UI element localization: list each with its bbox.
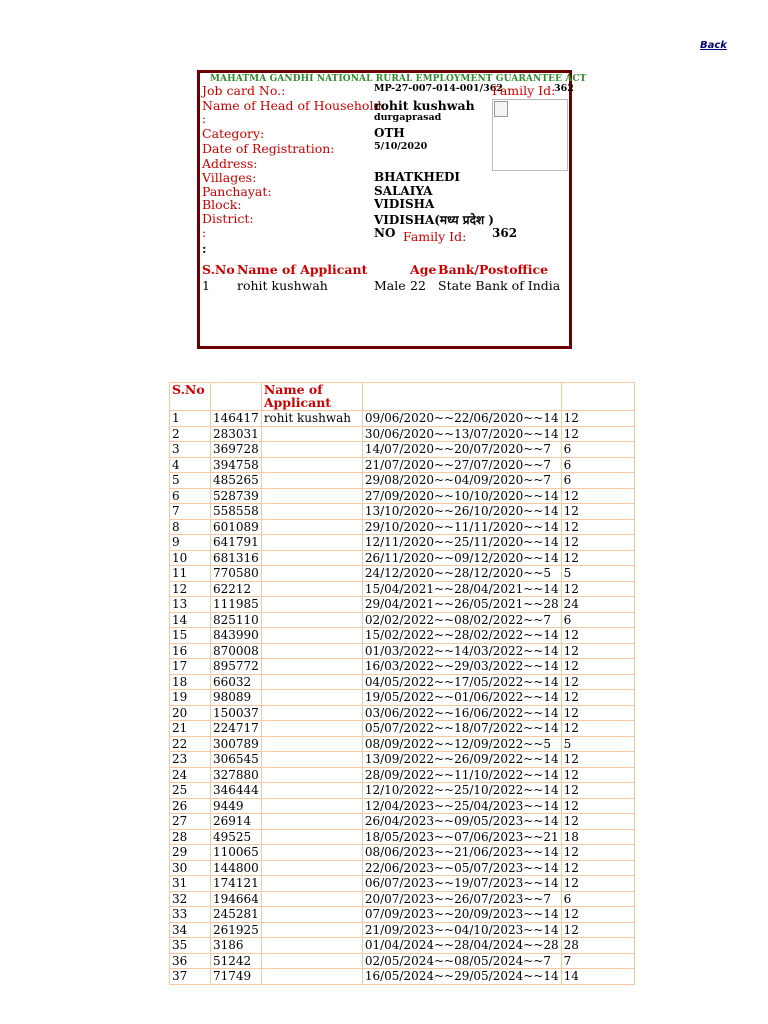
cell-sno: 12: [170, 581, 211, 597]
cell-days: 12: [561, 767, 634, 783]
villages-value: BHATKHEDI: [374, 170, 460, 184]
cell-sno: 3: [170, 442, 211, 458]
cell-id: 843990: [211, 628, 262, 644]
cell-period: 02/02/2022~~08/02/2022~~7: [362, 612, 561, 628]
cell-applicant-name: [261, 783, 362, 799]
table-row: [170, 442, 635, 458]
cell-applicant-name: [261, 798, 362, 814]
table-row: [170, 581, 635, 597]
family-id-label: Family Id:: [492, 83, 556, 98]
cell-period: 21/09/2023~~04/10/2023~~14: [362, 922, 561, 938]
category-label: Category:: [202, 126, 265, 141]
table-row: [170, 767, 635, 783]
broken-image-icon: [494, 101, 508, 117]
cell-sno: 26: [170, 798, 211, 814]
head-of-household-value: rohit kushwah: [374, 98, 475, 113]
cell-days: 12: [561, 550, 634, 566]
cell-sno: 36: [170, 953, 211, 969]
table-row: [170, 473, 635, 489]
cell-sno: 16: [170, 643, 211, 659]
cell-id: 49525: [211, 829, 262, 845]
table-row: [170, 922, 635, 938]
cell-id: 98089: [211, 690, 262, 706]
applicant-age-header: Age: [410, 262, 437, 277]
panchayat-label: Panchayat:: [202, 184, 272, 199]
family-id-value: 362: [554, 83, 574, 94]
table-row: [170, 736, 635, 752]
head-of-household-label: Name of Head of Household:: [202, 98, 386, 113]
table-row: [170, 411, 635, 427]
cell-days: 12: [561, 922, 634, 938]
cell-applicant-name: [261, 922, 362, 938]
cell-applicant-name: [261, 457, 362, 473]
cell-id: 71749: [211, 969, 262, 985]
table-row: [170, 612, 635, 628]
cell-days: 12: [561, 798, 634, 814]
cell-sno: 11: [170, 566, 211, 582]
cell-sno: 32: [170, 891, 211, 907]
cell-days: 12: [561, 659, 634, 675]
cell-id: 300789: [211, 736, 262, 752]
cell-sno: 8: [170, 519, 211, 535]
cell-period: 06/07/2023~~19/07/2023~~14: [362, 876, 561, 892]
cell-sno: 4: [170, 457, 211, 473]
cell-period: 30/06/2020~~13/07/2020~~14: [362, 426, 561, 442]
cell-sno: 27: [170, 814, 211, 830]
back-link[interactable]: Back: [700, 40, 727, 51]
cell-sno: 14: [170, 612, 211, 628]
cell-sno: 28: [170, 829, 211, 845]
cell-days: 14: [561, 969, 634, 985]
cell-applicant-name: [261, 519, 362, 535]
family-id-value-2: 362: [492, 226, 518, 240]
cell-days: 12: [561, 690, 634, 706]
cell-days: 12: [561, 860, 634, 876]
cell-period: 16/05/2024~~29/05/2024~~14: [362, 969, 561, 985]
cell-days: 7: [561, 953, 634, 969]
cell-period: 20/07/2023~~26/07/2023~~7: [362, 891, 561, 907]
cell-days: 6: [561, 442, 634, 458]
cell-id: 26914: [211, 814, 262, 830]
cell-id: 528739: [211, 488, 262, 504]
cell-sno: 5: [170, 473, 211, 489]
job-card: [197, 70, 587, 349]
table-header-row: [170, 383, 635, 411]
table-row: [170, 690, 635, 706]
cell-days: 12: [561, 814, 634, 830]
cell-sno: 13: [170, 597, 211, 613]
cell-days: 5: [561, 566, 634, 582]
cell-sno: 19: [170, 690, 211, 706]
applicant-name-header: Name of Applicant: [237, 262, 368, 277]
table-row: [170, 535, 635, 551]
cell-id: 895772: [211, 659, 262, 675]
cell-sno: 10: [170, 550, 211, 566]
cell-period: 21/07/2020~~27/07/2020~~7: [362, 457, 561, 473]
cell-id: 150037: [211, 705, 262, 721]
cell-days: 12: [561, 426, 634, 442]
cell-applicant-name: [261, 550, 362, 566]
cell-sno: 33: [170, 907, 211, 923]
registration-date-label: Date of Registration:: [202, 141, 335, 156]
cell-applicant-name: [261, 597, 362, 613]
table-row: [170, 891, 635, 907]
cell-days: 12: [561, 845, 634, 861]
cell-sno: 25: [170, 783, 211, 799]
cell-id: 641791: [211, 535, 262, 551]
cell-applicant-name: [261, 628, 362, 644]
cell-period: 12/04/2023~~25/04/2023~~14: [362, 798, 561, 814]
cell-period: 16/03/2022~~29/03/2022~~14: [362, 659, 561, 675]
applicant-bank: State Bank of India: [438, 278, 561, 293]
header-period: [362, 383, 561, 411]
table-row: [170, 721, 635, 737]
cell-days: 12: [561, 643, 634, 659]
villages-label: Villages:: [202, 170, 257, 185]
cell-id: 144800: [211, 860, 262, 876]
cell-days: 12: [561, 705, 634, 721]
block-value: VIDISHA: [374, 197, 435, 211]
cell-applicant-name: [261, 488, 362, 504]
cell-period: 18/05/2023~~07/06/2023~~21: [362, 829, 561, 845]
cell-period: 09/06/2020~~22/06/2020~~14: [362, 411, 561, 427]
cell-period: 13/10/2020~~26/10/2020~~14: [362, 504, 561, 520]
cell-applicant-name: [261, 659, 362, 675]
cell-period: 22/06/2023~~05/07/2023~~14: [362, 860, 561, 876]
cell-applicant-name: [261, 767, 362, 783]
cell-sno: 9: [170, 535, 211, 551]
cell-sno: 7: [170, 504, 211, 520]
cell-applicant-name: [261, 845, 362, 861]
cell-days: 28: [561, 938, 634, 954]
table-row: [170, 783, 635, 799]
table-row: [170, 504, 635, 520]
cell-days: 12: [561, 876, 634, 892]
applicant-age: 22: [410, 278, 426, 293]
cell-id: 62212: [211, 581, 262, 597]
cell-applicant-name: [261, 643, 362, 659]
table-row: [170, 829, 635, 845]
applicant-photo: [492, 99, 568, 171]
cell-sno: 15: [170, 628, 211, 644]
cell-period: 01/03/2022~~14/03/2022~~14: [362, 643, 561, 659]
cell-id: 9449: [211, 798, 262, 814]
work-demand-table: [169, 382, 635, 985]
cell-applicant-name: [261, 860, 362, 876]
cell-id: 283031: [211, 426, 262, 442]
cell-period: 12/11/2020~~25/11/2020~~14: [362, 535, 561, 551]
table-row: [170, 643, 635, 659]
cell-id: 224717: [211, 721, 262, 737]
cell-period: 15/02/2022~~28/02/2022~~14: [362, 628, 561, 644]
cell-period: 29/10/2020~~11/11/2020~~14: [362, 519, 561, 535]
table-row: [170, 845, 635, 861]
cell-sno: 2: [170, 426, 211, 442]
cell-applicant-name: [261, 829, 362, 845]
table-row: [170, 628, 635, 644]
header-applicant-name: Name of Applicant: [261, 383, 362, 411]
cell-period: 01/04/2024~~28/04/2024~~28: [362, 938, 561, 954]
job-card-value: MP-27-007-014-001/362: [374, 83, 503, 94]
cell-days: 6: [561, 612, 634, 628]
cell-period: 13/09/2022~~26/09/2022~~14: [362, 752, 561, 768]
table-row: [170, 860, 635, 876]
cell-period: 27/09/2020~~10/10/2020~~14: [362, 488, 561, 504]
district-value: VIDISHA(मध्य प्रदेश ): [374, 213, 494, 227]
cell-applicant-name: [261, 721, 362, 737]
table-row: [170, 814, 635, 830]
cell-sno: 37: [170, 969, 211, 985]
cell-period: 04/05/2022~~17/05/2022~~14: [362, 674, 561, 690]
cell-days: 12: [561, 581, 634, 597]
cell-id: 110065: [211, 845, 262, 861]
table-row: [170, 457, 635, 473]
cell-applicant-name: [261, 736, 362, 752]
cell-days: 12: [561, 488, 634, 504]
cell-id: 146417: [211, 411, 262, 427]
job-card-label: Job card No.:: [202, 83, 286, 98]
table-row: [170, 876, 635, 892]
table-row: [170, 566, 635, 582]
cell-applicant-name: [261, 612, 362, 628]
family-id-label-2: Family Id:: [403, 229, 467, 244]
cell-days: 6: [561, 473, 634, 489]
cell-id: 394758: [211, 457, 262, 473]
cell-period: 14/07/2020~~20/07/2020~~7: [362, 442, 561, 458]
header-days: [561, 383, 634, 411]
table-row: [170, 953, 635, 969]
cell-applicant-name: [261, 814, 362, 830]
cell-id: 174121: [211, 876, 262, 892]
panchayat-value: SALAIYA: [374, 184, 433, 198]
cell-id: 770580: [211, 566, 262, 582]
cell-days: 18: [561, 829, 634, 845]
cell-period: 29/08/2020~~04/09/2020~~7: [362, 473, 561, 489]
cell-days: 12: [561, 674, 634, 690]
table-row: [170, 519, 635, 535]
cell-id: 245281: [211, 907, 262, 923]
cell-sno: 24: [170, 767, 211, 783]
cell-applicant-name: [261, 938, 362, 954]
table-row: [170, 659, 635, 675]
cell-id: 558558: [211, 504, 262, 520]
cell-applicant-name: [261, 876, 362, 892]
cell-applicant-name: [261, 426, 362, 442]
father-name-value: durgaprasad: [374, 112, 442, 123]
cell-period: 03/06/2022~~16/06/2022~~14: [362, 705, 561, 721]
cell-sno: 20: [170, 705, 211, 721]
cell-applicant-name: [261, 891, 362, 907]
colon-label: :: [202, 111, 207, 126]
address-label: Address:: [202, 156, 258, 171]
cell-id: 681316: [211, 550, 262, 566]
cell-sno: 1: [170, 411, 211, 427]
table-row: [170, 550, 635, 566]
cell-sno: 6: [170, 488, 211, 504]
cell-applicant-name: [261, 752, 362, 768]
cell-id: 327880: [211, 767, 262, 783]
cell-sno: 22: [170, 736, 211, 752]
colon-label-3: :: [202, 242, 207, 256]
cell-sno: 29: [170, 845, 211, 861]
cell-id: 66032: [211, 674, 262, 690]
cell-applicant-name: [261, 535, 362, 551]
cell-applicant-name: [261, 566, 362, 582]
table-row: [170, 798, 635, 814]
cell-id: 601089: [211, 519, 262, 535]
registration-date-value: 5/10/2020: [374, 141, 428, 152]
cell-period: 05/07/2022~~18/07/2022~~14: [362, 721, 561, 737]
cell-period: 26/11/2020~~09/12/2020~~14: [362, 550, 561, 566]
cell-period: 26/04/2023~~09/05/2023~~14: [362, 814, 561, 830]
cell-id: 485265: [211, 473, 262, 489]
table-row: [170, 938, 635, 954]
cell-days: 5: [561, 736, 634, 752]
cell-period: 28/09/2022~~11/10/2022~~14: [362, 767, 561, 783]
act-title: MAHATMA GANDHI NATIONAL RURAL EMPLOYMENT GUARANTEE ACT: [210, 74, 587, 84]
cell-applicant-name: [261, 504, 362, 520]
cell-days: 12: [561, 907, 634, 923]
cell-days: 24: [561, 597, 634, 613]
table-row: [170, 907, 635, 923]
cell-id: 51242: [211, 953, 262, 969]
cell-days: 12: [561, 752, 634, 768]
cell-period: 07/09/2023~~20/09/2023~~14: [362, 907, 561, 923]
cell-sno: 34: [170, 922, 211, 938]
cell-days: 12: [561, 411, 634, 427]
table-row: [170, 752, 635, 768]
cell-applicant-name: [261, 674, 362, 690]
cell-id: 870008: [211, 643, 262, 659]
table-row: [170, 597, 635, 613]
cell-applicant-name: [261, 953, 362, 969]
cell-applicant-name: [261, 581, 362, 597]
cell-period: 12/10/2022~~25/10/2022~~14: [362, 783, 561, 799]
cell-sno: 17: [170, 659, 211, 675]
cell-days: 12: [561, 783, 634, 799]
cell-period: 08/09/2022~~12/09/2022~~5: [362, 736, 561, 752]
cell-days: 6: [561, 891, 634, 907]
cell-sno: 30: [170, 860, 211, 876]
cell-sno: 31: [170, 876, 211, 892]
cell-id: 111985: [211, 597, 262, 613]
district-label: District:: [202, 211, 254, 226]
cell-days: 12: [561, 721, 634, 737]
cell-period: 24/12/2020~~28/12/2020~~5: [362, 566, 561, 582]
cell-applicant-name: [261, 705, 362, 721]
cell-days: 12: [561, 504, 634, 520]
block-label: Block:: [202, 197, 242, 212]
cell-applicant-name: [261, 690, 362, 706]
colon-label-2: :: [202, 225, 207, 240]
cell-sno: 21: [170, 721, 211, 737]
cell-applicant-name: [261, 473, 362, 489]
cell-sno: 23: [170, 752, 211, 768]
cell-period: 29/04/2021~~26/05/2021~~28: [362, 597, 561, 613]
category-value: OTH: [374, 126, 405, 140]
cell-id: 369728: [211, 442, 262, 458]
header-id: [211, 383, 262, 411]
cell-sno: 35: [170, 938, 211, 954]
cell-period: 08/06/2023~~21/06/2023~~14: [362, 845, 561, 861]
cell-id: 261925: [211, 922, 262, 938]
cell-days: 12: [561, 519, 634, 535]
cell-applicant-name: rohit kushwah: [261, 411, 362, 427]
table-row: [170, 426, 635, 442]
table-row: [170, 488, 635, 504]
cell-days: 12: [561, 628, 634, 644]
cell-days: 6: [561, 457, 634, 473]
cell-applicant-name: [261, 969, 362, 985]
header-sno: S.No: [170, 383, 211, 411]
cell-applicant-name: [261, 907, 362, 923]
applicant-bank-header: Bank/Postoffice: [438, 262, 549, 277]
bpl-value: NO: [374, 226, 396, 240]
cell-id: 306545: [211, 752, 262, 768]
cell-id: 3186: [211, 938, 262, 954]
cell-sno: 18: [170, 674, 211, 690]
applicant-name: rohit kushwah: [237, 278, 328, 293]
cell-id: 346444: [211, 783, 262, 799]
cell-id: 825110: [211, 612, 262, 628]
table-row: [170, 969, 635, 985]
applicant-gender: Male: [374, 278, 406, 293]
cell-applicant-name: [261, 442, 362, 458]
table-row: [170, 674, 635, 690]
table-row: [170, 705, 635, 721]
cell-period: 02/05/2024~~08/05/2024~~7: [362, 953, 561, 969]
cell-days: 12: [561, 535, 634, 551]
applicant-sno-header: S.No: [202, 262, 235, 277]
cell-period: 15/04/2021~~28/04/2021~~14: [362, 581, 561, 597]
applicant-sno: 1: [202, 278, 210, 293]
cell-id: 194664: [211, 891, 262, 907]
cell-period: 19/05/2022~~01/06/2022~~14: [362, 690, 561, 706]
